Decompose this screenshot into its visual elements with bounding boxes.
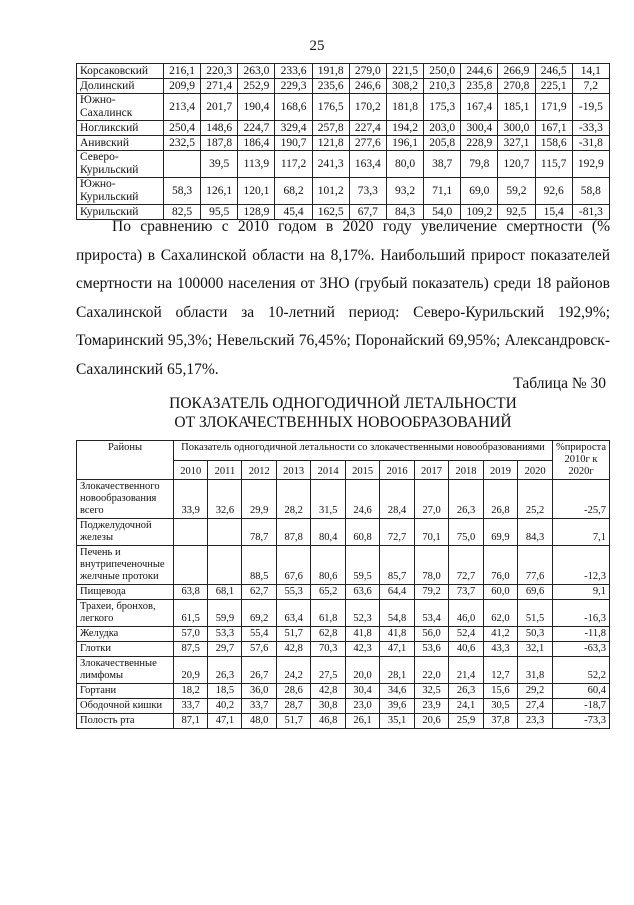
value-cell: 63,4 xyxy=(276,600,310,627)
pct-cell: -25,7 xyxy=(552,480,609,519)
value-cell: 31,8 xyxy=(518,657,553,684)
value-cell: 78,7 xyxy=(242,519,276,546)
page-number: 25 xyxy=(309,38,325,54)
value-cell: 15,4 xyxy=(535,205,572,220)
table-row xyxy=(77,627,610,642)
value-cell: 79,8 xyxy=(461,151,498,178)
body-paragraph xyxy=(76,213,610,384)
tumor-site-name: Полость рта xyxy=(77,714,174,729)
value-cell: 80,0 xyxy=(386,151,423,178)
value-cell: 29,2 xyxy=(518,684,553,699)
value-cell: 18,2 xyxy=(174,684,208,699)
value-cell: 92,5 xyxy=(498,205,535,220)
table-row xyxy=(77,64,610,79)
value-cell: 35,1 xyxy=(380,714,414,729)
year-header: 2016 xyxy=(380,460,414,480)
value-cell: 308,2 xyxy=(386,79,423,94)
value-cell: 109,2 xyxy=(461,205,498,220)
value-cell xyxy=(174,546,208,585)
value-cell: 26,1 xyxy=(345,714,379,729)
header-main: Показатель одногодичной летальности со злокачественными новообразованиями xyxy=(174,441,553,461)
table-row xyxy=(77,79,610,94)
value-cell: 263,0 xyxy=(238,64,275,79)
value-cell: 42,3 xyxy=(345,642,379,657)
value-cell: 148,6 xyxy=(201,121,238,136)
value-cell: 327,1 xyxy=(498,136,535,151)
value-cell: 117,2 xyxy=(275,151,312,178)
district-name: Южно-Сахалинск xyxy=(77,94,164,121)
value-cell: 300,0 xyxy=(498,121,535,136)
value-cell: 41,8 xyxy=(345,627,379,642)
value-cell: 101,2 xyxy=(312,178,349,205)
value-cell: 203,0 xyxy=(424,121,461,136)
value-cell: 82,5 xyxy=(164,205,201,220)
value-cell: 75,0 xyxy=(449,519,483,546)
value-cell: 30,5 xyxy=(483,699,517,714)
value-cell: 279,0 xyxy=(349,64,386,79)
value-cell: 235,8 xyxy=(461,79,498,94)
value-cell: 45,4 xyxy=(275,205,312,220)
table-row xyxy=(77,94,610,121)
value-cell xyxy=(174,519,208,546)
tumor-site-name: Злокачественные лимфомы xyxy=(77,657,174,684)
value-cell: 46,0 xyxy=(449,600,483,627)
value-cell: 53,3 xyxy=(208,627,242,642)
value-cell: 58,3 xyxy=(164,178,201,205)
year-header: 2010 xyxy=(174,460,208,480)
header-regions: Районы xyxy=(77,441,174,480)
value-cell: 80,4 xyxy=(311,519,345,546)
value-cell: 163,4 xyxy=(349,151,386,178)
value-cell: 84,3 xyxy=(386,205,423,220)
value-cell: 79,2 xyxy=(414,585,448,600)
value-cell: 72,7 xyxy=(380,519,414,546)
value-cell: 87,8 xyxy=(276,519,310,546)
value-cell: 162,5 xyxy=(312,205,349,220)
value-cell: 120,7 xyxy=(498,151,535,178)
value-cell: 59,2 xyxy=(498,178,535,205)
pct-cell: -73,3 xyxy=(552,714,609,729)
pct-cell: -18,7 xyxy=(552,699,609,714)
value-cell: 26,3 xyxy=(449,480,483,519)
value-cell: 24,6 xyxy=(345,480,379,519)
value-cell: 252,9 xyxy=(238,79,275,94)
value-cell: 73,3 xyxy=(349,178,386,205)
value-cell: 120,1 xyxy=(238,178,275,205)
value-cell: 51,7 xyxy=(276,627,310,642)
value-cell: 23,3 xyxy=(518,714,553,729)
value-cell: 51,7 xyxy=(276,714,310,729)
value-cell: 88,5 xyxy=(242,546,276,585)
value-cell: 64,4 xyxy=(380,585,414,600)
value-cell: 7,2 xyxy=(572,79,609,94)
table-caption: Таблица № 30 xyxy=(513,375,606,392)
value-cell: 46,8 xyxy=(311,714,345,729)
pct-cell: 9,1 xyxy=(552,585,609,600)
value-cell: 21,4 xyxy=(449,657,483,684)
year-header: 2017 xyxy=(414,460,448,480)
table-row xyxy=(77,600,610,627)
value-cell: 201,7 xyxy=(201,94,238,121)
table-row xyxy=(77,657,610,684)
value-cell: 87,5 xyxy=(174,642,208,657)
value-cell: 53,6 xyxy=(414,642,448,657)
value-cell: -19,5 xyxy=(572,94,609,121)
district-name: Анивский xyxy=(77,136,164,151)
value-cell: 33,7 xyxy=(242,699,276,714)
value-cell: 22,0 xyxy=(414,657,448,684)
value-cell: 191,8 xyxy=(312,64,349,79)
value-cell: 61,5 xyxy=(174,600,208,627)
value-cell: 57,0 xyxy=(174,627,208,642)
value-cell: 194,2 xyxy=(386,121,423,136)
value-cell: 15,6 xyxy=(483,684,517,699)
value-cell: 216,1 xyxy=(164,64,201,79)
year-header: 2011 xyxy=(208,460,242,480)
paragraph-text: По сравнению с 2010 годом в 2020 году увеличение смертности (% прироста) в Сахалинской области на 8,17%. Наибольший прирост показателей смертности на 100000 населения от ЗНО (грубый показатель) среди 18 районов Сахалинской области за 10-летний период: Северо-Курильский 192,9%; Томаринский 95,3%; Невельский 76,45%; Поронайский 69,95%; Александровск-Сахалинский 65,17%. xyxy=(76,218,610,378)
value-cell: 24,2 xyxy=(276,657,310,684)
value-cell: 28,6 xyxy=(276,684,310,699)
value-cell: 241,3 xyxy=(312,151,349,178)
value-cell: 232,5 xyxy=(164,136,201,151)
value-cell: 31,5 xyxy=(311,480,345,519)
table-row xyxy=(77,714,610,729)
value-cell: 80,6 xyxy=(311,546,345,585)
value-cell: 39,5 xyxy=(201,151,238,178)
value-cell: 52,4 xyxy=(449,627,483,642)
value-cell: 27,5 xyxy=(311,657,345,684)
tumor-site-name: Желудка xyxy=(77,627,174,642)
value-cell: 29,7 xyxy=(208,642,242,657)
value-cell: 300,4 xyxy=(461,121,498,136)
value-cell: 55,4 xyxy=(242,627,276,642)
value-cell: 25,2 xyxy=(518,480,553,519)
value-cell: 27,0 xyxy=(414,480,448,519)
value-cell: 55,3 xyxy=(276,585,310,600)
table-row xyxy=(77,136,610,151)
value-cell: 277,6 xyxy=(349,136,386,151)
value-cell: 250,0 xyxy=(424,64,461,79)
table-title-line2: ОТ ЗЛОКАЧЕСТВЕННЫХ НОВООБРАЗОВАНИЙ xyxy=(174,414,512,431)
value-cell: 18,5 xyxy=(208,684,242,699)
value-cell: 67,7 xyxy=(349,205,386,220)
value-cell: 196,1 xyxy=(386,136,423,151)
value-cell: 175,3 xyxy=(424,94,461,121)
value-cell: 36,0 xyxy=(242,684,276,699)
value-cell: 227,4 xyxy=(349,121,386,136)
value-cell: 221,5 xyxy=(386,64,423,79)
district-name: Долинский xyxy=(77,79,164,94)
pct-cell: -11,8 xyxy=(552,627,609,642)
value-cell: 53,4 xyxy=(414,600,448,627)
tumor-site-name: Поджелудочной железы xyxy=(77,519,174,546)
value-cell: 26,3 xyxy=(208,657,242,684)
value-cell: 57,6 xyxy=(242,642,276,657)
value-cell: 51,5 xyxy=(518,600,553,627)
value-cell: 181,8 xyxy=(386,94,423,121)
value-cell: 61,8 xyxy=(311,600,345,627)
lethality-table xyxy=(76,440,610,729)
value-cell: 33,7 xyxy=(174,699,208,714)
value-cell: 24,1 xyxy=(449,699,483,714)
value-cell: 113,9 xyxy=(238,151,275,178)
value-cell: 225,1 xyxy=(535,79,572,94)
value-cell: 266,9 xyxy=(498,64,535,79)
tumor-site-name: Злокачественного новообразования всего xyxy=(77,480,174,519)
pct-cell: -12,3 xyxy=(552,546,609,585)
table-title-line1: ПОКАЗАТЕЛЬ ОДНОГОДИЧНОЙ ЛЕТАЛЬНОСТИ xyxy=(169,395,517,412)
value-cell: 167,1 xyxy=(535,121,572,136)
value-cell xyxy=(164,151,201,178)
district-name: Курильский xyxy=(77,205,164,220)
value-cell: 95,5 xyxy=(201,205,238,220)
district-name: Ногликский xyxy=(77,121,164,136)
value-cell: 190,4 xyxy=(238,94,275,121)
value-cell: 28,7 xyxy=(276,699,310,714)
value-cell: 93,2 xyxy=(386,178,423,205)
value-cell: 20,0 xyxy=(345,657,379,684)
value-cell: 54,0 xyxy=(424,205,461,220)
value-cell: 32,5 xyxy=(414,684,448,699)
value-cell: 59,5 xyxy=(345,546,379,585)
value-cell: 63,6 xyxy=(345,585,379,600)
value-cell: 20,6 xyxy=(414,714,448,729)
value-cell: 185,1 xyxy=(498,94,535,121)
year-header: 2018 xyxy=(449,460,483,480)
value-cell: 73,7 xyxy=(449,585,483,600)
value-cell: 246,5 xyxy=(535,64,572,79)
tumor-site-name: Гортани xyxy=(77,684,174,699)
value-cell: 65,2 xyxy=(311,585,345,600)
value-cell: 32,6 xyxy=(208,480,242,519)
value-cell: 26,8 xyxy=(483,480,517,519)
value-cell: 41,2 xyxy=(483,627,517,642)
value-cell: 213,4 xyxy=(164,94,201,121)
value-cell: 37,8 xyxy=(483,714,517,729)
value-cell: 246,6 xyxy=(349,79,386,94)
value-cell: 47,1 xyxy=(380,642,414,657)
value-cell: 28,2 xyxy=(276,480,310,519)
pct-cell: -16,3 xyxy=(552,600,609,627)
value-cell: 167,4 xyxy=(461,94,498,121)
pct-cell: -63,3 xyxy=(552,642,609,657)
value-cell: 220,3 xyxy=(201,64,238,79)
value-cell: 205,8 xyxy=(424,136,461,151)
table-row xyxy=(77,480,610,519)
value-cell: 62,0 xyxy=(483,600,517,627)
table-row xyxy=(77,519,610,546)
value-cell: 28,4 xyxy=(380,480,414,519)
pct-cell: 52,2 xyxy=(552,657,609,684)
value-cell: 84,3 xyxy=(518,519,553,546)
value-cell: 63,8 xyxy=(174,585,208,600)
value-cell: 78,0 xyxy=(414,546,448,585)
value-cell: 40,6 xyxy=(449,642,483,657)
year-header: 2012 xyxy=(242,460,276,480)
value-cell: 67,6 xyxy=(276,546,310,585)
value-cell: 85,7 xyxy=(380,546,414,585)
district-name: Корсаковский xyxy=(77,64,164,79)
table-row xyxy=(77,684,610,699)
value-cell: -31,8 xyxy=(572,136,609,151)
year-header: 2015 xyxy=(345,460,379,480)
value-cell: 70,3 xyxy=(311,642,345,657)
value-cell: 27,4 xyxy=(518,699,553,714)
value-cell: 42,8 xyxy=(276,642,310,657)
value-cell: 52,3 xyxy=(345,600,379,627)
value-cell: 30,8 xyxy=(311,699,345,714)
table-row xyxy=(77,151,610,178)
value-cell: 60,8 xyxy=(345,519,379,546)
district-name: Южно-Курильский xyxy=(77,178,164,205)
value-cell: 62,7 xyxy=(242,585,276,600)
tumor-site-name: Трахеи, бронхов, легкого xyxy=(77,600,174,627)
value-cell: 50,3 xyxy=(518,627,553,642)
value-cell: 48,0 xyxy=(242,714,276,729)
value-cell: 229,3 xyxy=(275,79,312,94)
value-cell: 29,9 xyxy=(242,480,276,519)
district-name: Северо-Курильский xyxy=(77,151,164,178)
value-cell: 40,2 xyxy=(208,699,242,714)
value-cell: 171,9 xyxy=(535,94,572,121)
value-cell: 32,1 xyxy=(518,642,553,657)
value-cell xyxy=(208,546,242,585)
year-header: 2014 xyxy=(311,460,345,480)
value-cell: 71,1 xyxy=(424,178,461,205)
table-row xyxy=(77,178,610,205)
value-cell: 233,6 xyxy=(275,64,312,79)
value-cell: 186,4 xyxy=(238,136,275,151)
value-cell: 170,2 xyxy=(349,94,386,121)
table-row xyxy=(77,642,610,657)
value-cell: 92,6 xyxy=(535,178,572,205)
table-title xyxy=(76,394,610,432)
value-cell: 54,8 xyxy=(380,600,414,627)
value-cell: 60,0 xyxy=(483,585,517,600)
value-cell: 121,8 xyxy=(312,136,349,151)
value-cell: 28,1 xyxy=(380,657,414,684)
value-cell: 34,6 xyxy=(380,684,414,699)
value-cell: 270,8 xyxy=(498,79,535,94)
value-cell: 250,4 xyxy=(164,121,201,136)
tumor-site-name: Ободочной кишки xyxy=(77,699,174,714)
pct-cell: 7,1 xyxy=(552,519,609,546)
value-cell: 20,9 xyxy=(174,657,208,684)
value-cell: 58,8 xyxy=(572,178,609,205)
tumor-site-name: Глотки xyxy=(77,642,174,657)
value-cell: 56,0 xyxy=(414,627,448,642)
value-cell: 41,8 xyxy=(380,627,414,642)
value-cell: 126,1 xyxy=(201,178,238,205)
value-cell: 244,6 xyxy=(461,64,498,79)
value-cell: 25,9 xyxy=(449,714,483,729)
value-cell: 76,0 xyxy=(483,546,517,585)
value-cell: 69,9 xyxy=(483,519,517,546)
value-cell: 72,7 xyxy=(449,546,483,585)
value-cell: -81,3 xyxy=(572,205,609,220)
top-table xyxy=(76,63,610,220)
value-cell: 14,1 xyxy=(572,64,609,79)
value-cell: 192,9 xyxy=(572,151,609,178)
tumor-site-name: Печень и внутрипеченочные желчные протоки xyxy=(77,546,174,585)
value-cell: 23,0 xyxy=(345,699,379,714)
value-cell: 30,4 xyxy=(345,684,379,699)
value-cell: 23,9 xyxy=(414,699,448,714)
header-pct: %прироста 2010г к 2020г xyxy=(552,441,609,480)
pct-cell: 60,4 xyxy=(552,684,609,699)
value-cell: 115,7 xyxy=(535,151,572,178)
value-cell: 224,7 xyxy=(238,121,275,136)
value-cell: 33,9 xyxy=(174,480,208,519)
value-cell: 210,3 xyxy=(424,79,461,94)
value-cell: 26,7 xyxy=(242,657,276,684)
year-header: 2020 xyxy=(518,460,553,480)
value-cell: 69,6 xyxy=(518,585,553,600)
value-cell: 69,0 xyxy=(461,178,498,205)
value-cell: 329,4 xyxy=(275,121,312,136)
value-cell: 69,2 xyxy=(242,600,276,627)
value-cell: 168,6 xyxy=(275,94,312,121)
value-cell: 38,7 xyxy=(424,151,461,178)
tumor-site-name: Пищевода xyxy=(77,585,174,600)
table-row xyxy=(77,546,610,585)
value-cell: 42,8 xyxy=(311,684,345,699)
value-cell: 271,4 xyxy=(201,79,238,94)
value-cell: 47,1 xyxy=(208,714,242,729)
value-cell: 68,2 xyxy=(275,178,312,205)
value-cell: 12,7 xyxy=(483,657,517,684)
value-cell: 39,6 xyxy=(380,699,414,714)
value-cell: 59,9 xyxy=(208,600,242,627)
value-cell: 176,5 xyxy=(312,94,349,121)
value-cell: 190,7 xyxy=(275,136,312,151)
value-cell: 77,6 xyxy=(518,546,553,585)
value-cell: 70,1 xyxy=(414,519,448,546)
value-cell: 209,9 xyxy=(164,79,201,94)
table-row xyxy=(77,699,610,714)
value-cell xyxy=(208,519,242,546)
value-cell: 68,1 xyxy=(208,585,242,600)
value-cell: 235,6 xyxy=(312,79,349,94)
value-cell: 87,1 xyxy=(174,714,208,729)
value-cell: 228,9 xyxy=(461,136,498,151)
value-cell: 128,9 xyxy=(238,205,275,220)
value-cell: -33,3 xyxy=(572,121,609,136)
value-cell: 26,3 xyxy=(449,684,483,699)
year-header: 2013 xyxy=(276,460,310,480)
value-cell: 43,3 xyxy=(483,642,517,657)
value-cell: 158,6 xyxy=(535,136,572,151)
table-row xyxy=(77,585,610,600)
year-header: 2019 xyxy=(483,460,517,480)
value-cell: 257,8 xyxy=(312,121,349,136)
table-row xyxy=(77,121,610,136)
value-cell: 187,8 xyxy=(201,136,238,151)
value-cell: 62,8 xyxy=(311,627,345,642)
